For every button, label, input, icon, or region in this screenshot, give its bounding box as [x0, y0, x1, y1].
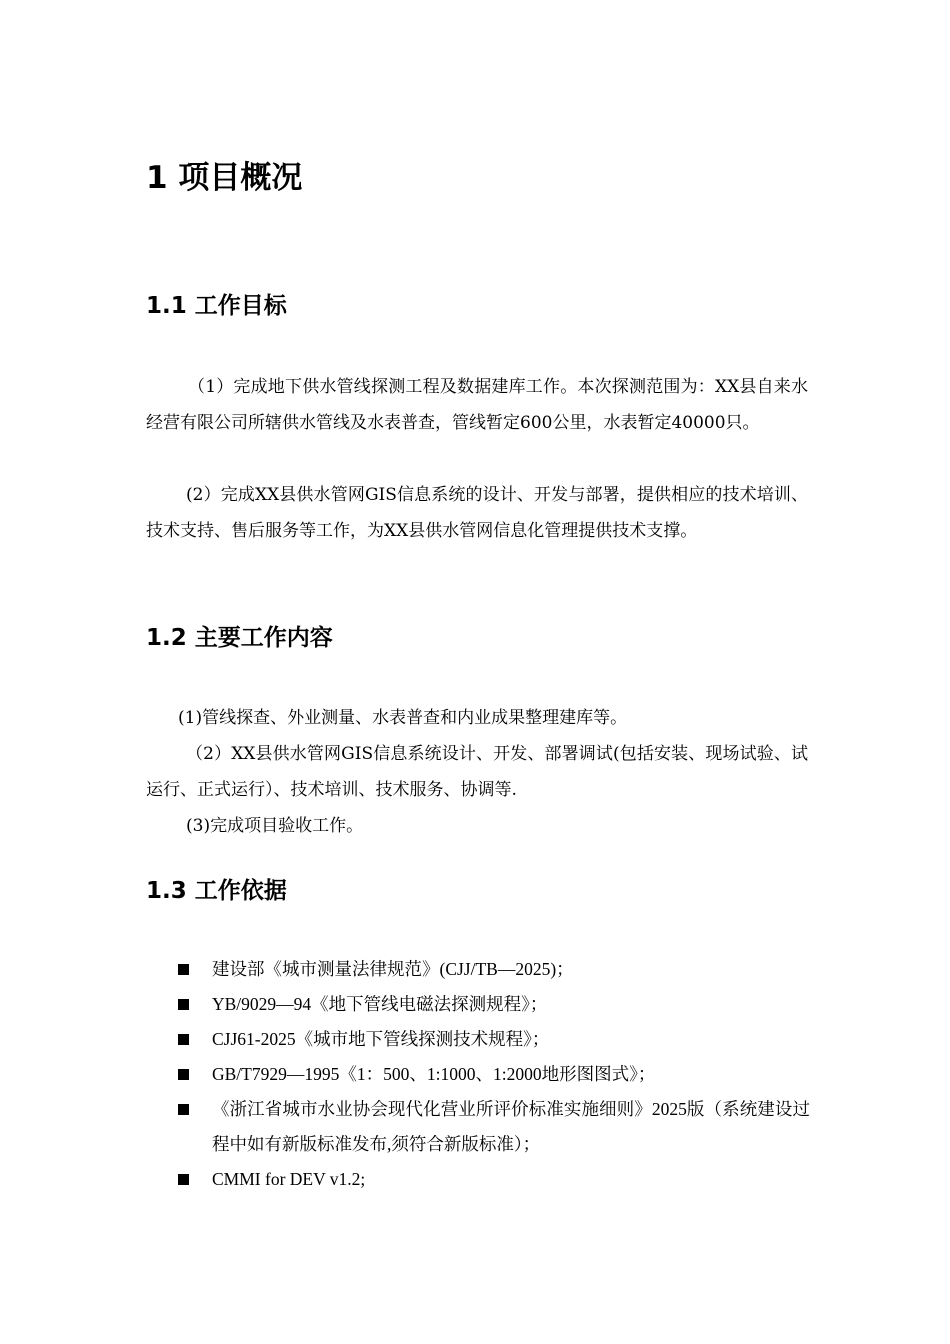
chapter-heading: 1 项目概况 [146, 160, 303, 196]
square-bullet-icon [178, 1069, 189, 1080]
list-item: YB/9029—94《地下管线电磁法探测规程》； [178, 987, 810, 1022]
section-heading-work-basis: 1.3 工作依据 [146, 878, 287, 904]
basis-list [178, 952, 810, 1197]
square-bullet-icon [178, 1104, 189, 1115]
square-bullet-icon [178, 964, 189, 975]
list-item: CJJ61-2025《城市地下管线探测技术规程》； [178, 1022, 810, 1057]
list-item: CMMI for DEV v1.2; [178, 1162, 810, 1197]
list-item: GB/T7929—1995《1：500、1:1000、1:2000地形图图式》； [178, 1057, 810, 1092]
list-item: 建设部《城市测量法律规范》(CJJ/TB—2025)； [178, 952, 810, 987]
square-bullet-icon [178, 1174, 189, 1185]
square-bullet-icon [178, 1034, 189, 1045]
paragraph-goal-1: （1）完成地下供水管线探测工程及数据建库工作。本次探测范围为：XX县自来水经营有限公司所辖供水管线及水表普查，管线暂定600公里，水表暂定40000只。 [146, 377, 808, 433]
list-item: 《浙江省城市水业协会现代化营业所评价标准实施细则》2025版（系统建设过程中如有新版标准发布,须符合新版标准）； [178, 1092, 810, 1162]
paragraph-work-3: (3)完成项目验收工作。 [186, 816, 364, 836]
paragraph-work-2: （2）XX县供水管网GIS信息系统设计、开发、部署调试(包括安装、现场试验、试运行、正式运行）、技术培训、技术服务、协调等. [146, 744, 808, 800]
square-bullet-icon [178, 999, 189, 1010]
section-heading-work-goals: 1.1 工作目标 [146, 293, 287, 319]
section-heading-main-work: 1.2 主要工作内容 [146, 625, 333, 651]
paragraph-goal-2: (2）完成XX县供水管网GIS信息系统的设计、开发与部署，提供相应的技术培训、技术支持、售后服务等工作，为XX县供水管网信息化管理提供技术支撑。 [146, 485, 808, 541]
paragraph-work-1: (1)管线探查、外业测量、水表普查和内业成果整理建库等。 [178, 708, 628, 728]
